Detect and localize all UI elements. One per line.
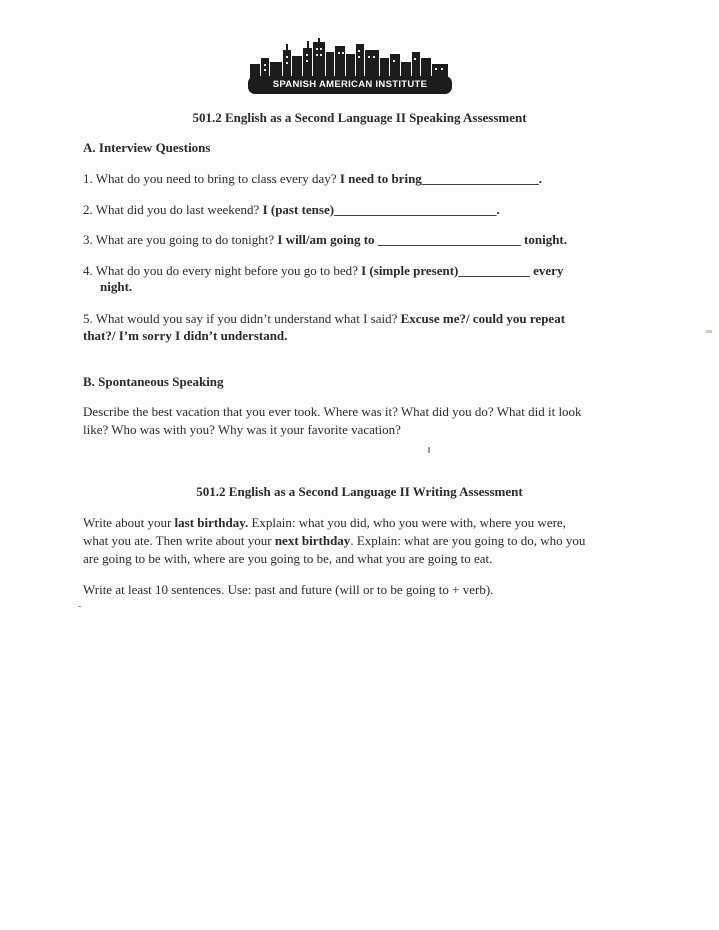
scan-speck [78,606,81,607]
question-5-answer-continued: that?/ I’m sorry I didn’t understand. [83,328,288,343]
writing-line-2-a: what you ate. Then write about your [83,533,275,548]
spanish-american-institute-logo [248,38,452,98]
question-5-text: 5. What would you say if you didn’t understand what I said? [83,311,398,326]
question-4-text: 4. What do you do every night before you go to bed? [83,263,358,278]
writing-line-1-c: Explain: what you did, who you were with, where you were, [248,515,566,530]
spontaneous-speaking-line-1: Describe the best vacation that you ever took. Where was it? What did you do? What did it look [83,404,582,419]
question-5-answer: Excuse me?/ could you repeat [400,311,566,326]
writing-line-2 [83,532,585,549]
question-4-answer: I (simple present)___________ every [361,263,564,278]
question-4-answer-continued: night. [100,279,133,294]
question-5 [83,310,565,327]
writing-line-3: are going to be with, where are you going to be, and what you are going to eat. [83,551,493,566]
section-a-heading: A. Interview Questions [83,140,211,155]
scan-speck [706,330,712,333]
question-4 [83,262,563,279]
next-birthday-emphasis: next birthday [274,533,351,548]
question-2 [83,201,500,218]
question-2-answer: I (past tense)_________________________. [262,202,500,217]
speaking-assessment-title: 501.2 English as a Second Language II Speaking Assessment [192,110,527,125]
question-2-text: 2. What did you do last weekend? [83,202,260,217]
writing-line-1-a: Write about your [83,515,175,530]
question-3-text: 3. What are you going to do tonight? [83,232,275,247]
question-1-text: 1. What do you need to bring to class every day? [83,171,337,186]
writing-line-1 [83,514,566,531]
writing-instructions: Write at least 10 sentences. Use: past and future (will or to be going to + verb). [83,582,494,597]
scan-speck [428,447,430,453]
writing-line-2-c: . Explain: what are you going to do, who you [350,533,586,548]
last-birthday-emphasis: last birthday. [174,515,249,530]
logo-text: SPANISH AMERICAN INSTITUTE [272,79,428,90]
section-b-heading: B. Spontaneous Speaking [83,374,224,389]
question-3 [83,231,567,248]
question-3-answer: I will/am going to ______________________ tonight. [277,232,567,247]
question-1 [83,170,542,187]
question-1-answer: I need to bring__________________. [339,171,543,186]
spontaneous-speaking-line-2: like? Who was with you? Why was it your favorite vacation? [83,422,401,437]
writing-assessment-title: 501.2 English as a Second Language II Writing Assessment [196,484,523,499]
